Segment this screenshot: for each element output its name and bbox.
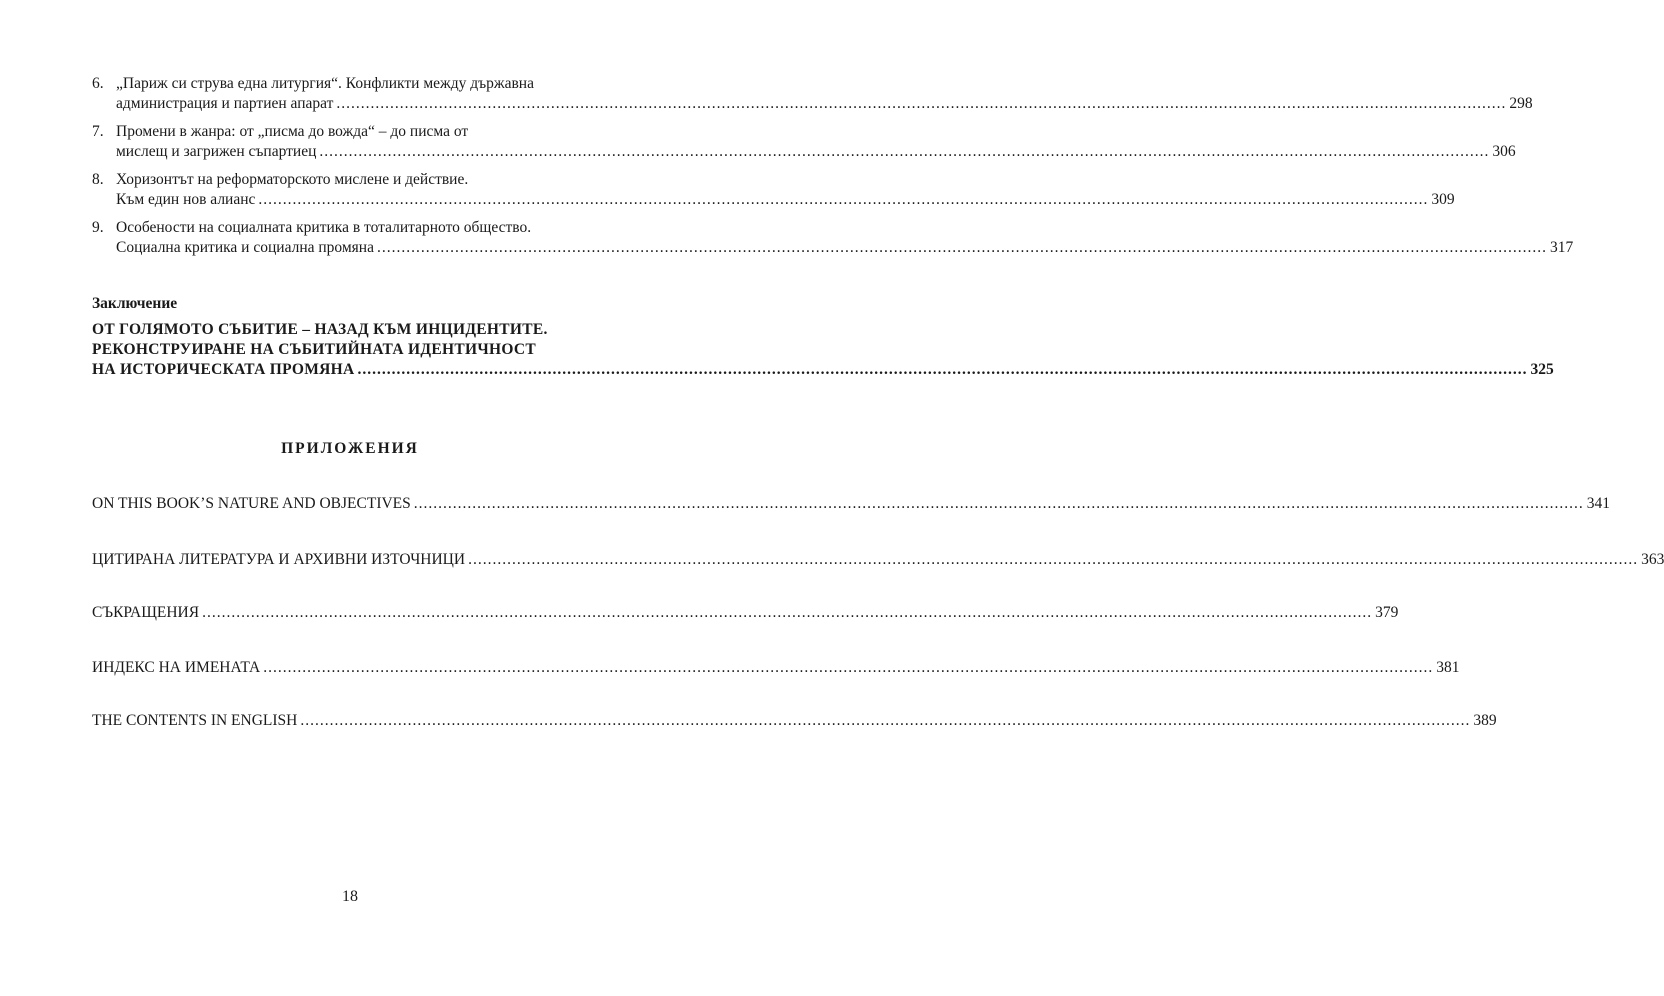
dot-leader — [377, 238, 1547, 258]
appendix-entry — [92, 603, 1399, 623]
appendix-entry — [92, 494, 1611, 514]
toc-entry-7 — [92, 122, 1516, 162]
entry-number: 8. — [92, 171, 104, 188]
appendix-page-number: 389 — [1473, 712, 1497, 729]
entry-number: 9. — [92, 219, 104, 236]
dot-leader — [319, 142, 1489, 162]
entry-title-line: Хоризонтът на реформаторското мислене и действие. — [116, 171, 469, 188]
dot-leader — [468, 550, 1638, 570]
toc-entry-6 — [92, 74, 1533, 114]
conclusion-heading: Заключение — [92, 295, 178, 312]
appendix-entry — [92, 711, 1497, 731]
appendix-title: ЦИТИРАНА ЛИТЕРАТУРА И АРХИВНИ ИЗТОЧНИЦИ — [92, 551, 466, 568]
appendix-title: СЪКРАЩЕНИЯ — [92, 604, 200, 621]
entry-page-number: 298 — [1509, 95, 1533, 112]
entry-page-number: 317 — [1549, 239, 1574, 256]
conclusion-section — [92, 294, 1554, 380]
dot-leader — [202, 603, 1372, 623]
toc-entry-8 — [92, 170, 1455, 210]
entry-page-number: 309 — [1431, 191, 1455, 208]
entry-title-line: „Париж си струва една литургия“. Конфликти между държавна — [116, 75, 534, 92]
appendix-title: THE CONTENTS IN ENGLISH — [92, 712, 298, 729]
appendix-page-number: 381 — [1436, 659, 1460, 676]
entry-title-line: Към един нов алианс — [116, 191, 256, 208]
numbered-entries — [92, 74, 1574, 266]
appendix-entry — [92, 550, 1664, 570]
page-number: 18 — [342, 888, 358, 905]
appendix-page-number: 379 — [1375, 604, 1399, 621]
appendix-entry — [92, 658, 1460, 678]
dot-leader — [357, 360, 1527, 380]
appendix-title: ON THIS BOOK’S NATURE AND OBJECTIVES — [92, 495, 411, 512]
conclusion-title-line: НА ИСТОРИЧЕСКАТА ПРОМЯНА — [92, 361, 355, 378]
toc-entry-9 — [92, 218, 1574, 258]
dot-leader — [258, 190, 1428, 210]
entry-page-number: 306 — [1492, 143, 1516, 160]
conclusion-title-line: РЕКОНСТРУИРАНЕ НА СЪБИТИЙНАТА ИДЕНТИЧНОСТ — [92, 341, 537, 358]
appendices-heading: ПРИЛОЖЕНИЯ — [281, 440, 419, 457]
entry-title-line: Промени в жанра: от „писма до вожда“ – до писма от — [116, 123, 469, 140]
appendix-title: ИНДЕКС НА ИМЕНАТА — [92, 659, 261, 676]
conclusion-title-line: ОТ ГОЛЯМОТО СЪБИТИЕ – НАЗАД КЪМ ИНЦИДЕНТИТЕ. — [92, 321, 548, 338]
dot-leader — [263, 658, 1433, 678]
entry-title-line: администрация и партиен апарат — [116, 95, 334, 112]
entry-title-line: Особености на социалната критика в тоталитарното общество. — [116, 219, 532, 236]
entry-number: 6. — [92, 75, 104, 92]
conclusion-page-number: 325 — [1530, 361, 1554, 378]
entry-number: 7. — [92, 123, 104, 140]
dot-leader — [336, 94, 1506, 114]
dot-leader — [300, 711, 1470, 731]
appendix-page-number: 341 — [1586, 495, 1611, 512]
entry-title-line: мислещ и загрижен съпартиец — [116, 143, 317, 160]
entry-title-line: Социална критика и социална промяна — [116, 239, 374, 256]
appendix-page-number: 363 — [1641, 551, 1664, 568]
dot-leader — [414, 494, 1584, 514]
